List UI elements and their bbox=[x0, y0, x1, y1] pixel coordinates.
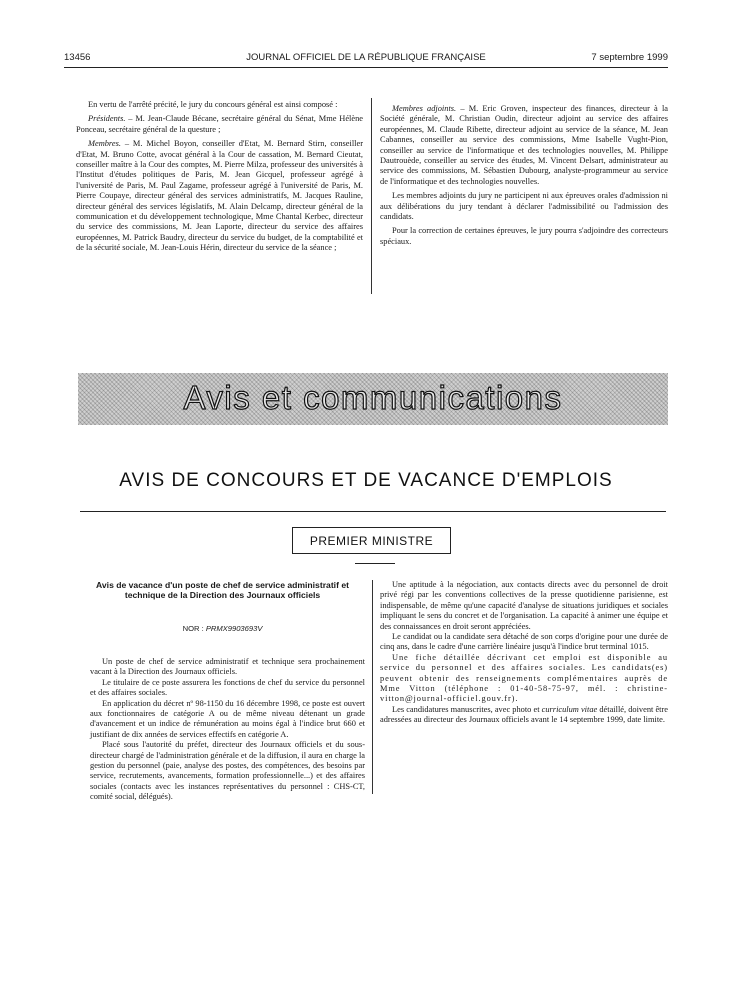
deputy-members-label: Membres adjoints. bbox=[392, 104, 457, 113]
banner-text: Avis et communications bbox=[183, 379, 563, 416]
deadline-text-end: détaillé, doivent être adressées au directeur des Journaux officiels avant le 14 septembre 1999, date limite. bbox=[380, 704, 668, 725]
section-title: AVIS DE CONCOURS ET DE VACANCE D'EMPLOIS bbox=[119, 470, 613, 491]
notice-paragraph bbox=[380, 705, 668, 726]
column-divider bbox=[371, 98, 372, 294]
notice-paragraph: Une aptitude à la négociation, aux contacts directs avec du personnel de droit privé régi par les conventions collectives de la presse quotidienne parisienne, est indispensable, de même qu'une capacité d'analyse de situations juridiques et sociales impliquant le sens du concret et de l'organisation. La capacité à animer une équipe et des connaissances en droit seront appréciées. bbox=[380, 580, 668, 631]
jury-presidents bbox=[76, 114, 363, 135]
jury-correction-note: Pour la correction de certaines épreuves, le jury pourra s'adjoindre des correcteurs spéciaux. bbox=[380, 226, 668, 246]
notice-paragraph: Le titulaire de ce poste assurera les fonctions de chef du service du personnel et des affaires sociales. bbox=[90, 677, 365, 698]
deadline-text-start: Les candidatures manuscrites, avec photo et bbox=[392, 704, 542, 714]
column-divider bbox=[372, 580, 373, 794]
issue-date: 7 septembre 1999 bbox=[591, 52, 668, 63]
jury-intro: En vertu de l'arrêté précité, le jury du concours général est ainsi composé : bbox=[88, 100, 338, 109]
header-rule bbox=[64, 67, 668, 68]
presidents-label: Présidents. bbox=[88, 114, 126, 124]
cv-term: curriculum vitae bbox=[541, 704, 598, 714]
notice-paragraph: Le candidat ou la candidate sera détaché de son corps d'origine pour une durée de cinq ans, dans le cadre d'une carrière linéaire jusqu'à l'indice brut terminal 1015. bbox=[380, 632, 668, 652]
notice-paragraph: Une fiche détaillée décrivant cet emploi est disponible au service du personnel et des affaires sociales. Les candidats(es) peuvent obtenir des renseignements complémentaires auprès de Mme Vitton (téléphone : 01-40-58-75-97, mél. : christine-vitton@journal-officiel.gouv.fr). bbox=[380, 652, 668, 704]
jury-members bbox=[76, 139, 363, 253]
jury-deputy-note: Les membres adjoints du jury ne participent ni aux épreuves orales d'admission ni aux délibérations du jury tendant à déclarer l'admissibilité ou l'admission des candidats. bbox=[380, 191, 668, 222]
ministry-rule bbox=[355, 563, 395, 564]
members-text: – M. Michel Boyon, conseiller d'Etat, M. Bernard Stirn, conseiller d'Etat, M. Bruno Cotte, avocat général à la Cour de cassation, M. Bernard Cieutat, conseiller maître à la Cour des comptes, M. Pierre Milza, professeur des universités à l'Institut d'études politiques de Paris, M. Jean Gicquel, professeur agrégé à l'université de Paris, M. Paul Zagame, professeur agrégé à l'université de Paris, M. Pierre Coupaye, directeur général des services administratifs, M. Jacques Rauline, directeur général des services législatifs, M. Alain Delcamp, directeur général de la communication et du développement technologique, Mme Chantal Kerbec, directeur du service des commissions, M. Jean Laporte, directeur du service des affaires européennes, M. Patrick Baudry, directeur du service du budget, de la comptabilité et de la sécurité sociale, M. Jean-Louis Hérin, directeur du service de la séance ; bbox=[76, 139, 363, 253]
deputy-members-text: – M. Eric Groven, inspecteur des finances, directeur à la Société générale, M. Christian Oudin, directeur adjoint au service des affaires européennes, M. Claude Ribette, directeur adjoint au service de la séance, M. Jean Cabannes, conseiller au service des commissions, Mme Isabelle Vught-Pion, conseiller au service de l'informatique et des technologies nouvelles, M. Philippe Dautrouède, conseiller au service des études, M. Vincent Delsart, administrateur au service des commissions, M. Sébastien Dubourg, analyste-programmeur au service de l'informatique et des technologies nouvelles. bbox=[380, 104, 669, 186]
notice-paragraph: Un poste de chef de service administratif et technique sera prochainement vacant à la Direction des Journaux officiels. bbox=[90, 657, 365, 677]
ministry-label: PREMIER MINISTRE bbox=[309, 533, 434, 548]
journal-title: JOURNAL OFFICIEL DE LA RÉPUBLIQUE FRANÇAISE bbox=[246, 52, 486, 63]
jury-deputy-members bbox=[380, 104, 668, 187]
nor-code: PRMX9903693V bbox=[205, 624, 263, 633]
jury-column-left bbox=[76, 100, 363, 254]
notice-column-left bbox=[90, 657, 365, 803]
section-banner bbox=[78, 373, 668, 425]
notice-paragraph: Placé sous l'autorité du préfet, directeur des Journaux officiels et du sous-directeur chargé de l'administration générale et de la diffusion, il aura en charge la gestion du personnel (paie, analyse des postes, des compétences, des besoins par service, recrutements, avancements, formation professionnelle...) et des affaires sociales (contacts avec les instances représentatives du personnel : CHS-CT, comité social, délégués). bbox=[90, 740, 365, 802]
notice-title: Avis de vacance d'un poste de chef de service administratif et technique de la Direction des Journaux officiels bbox=[96, 580, 349, 600]
page-number: 13456 bbox=[64, 52, 91, 63]
notice-column-right bbox=[380, 580, 668, 726]
presidents-text: – M. Jean-Claude Bécane, secrétaire général du Sénat, Mme Hélène Ponceau, secrétaire général de la questure ; bbox=[76, 114, 363, 134]
nor-reference bbox=[90, 624, 355, 633]
page-header bbox=[64, 52, 668, 66]
members-label: Membres. bbox=[88, 139, 121, 149]
ministry-box bbox=[292, 527, 451, 554]
nor-label: NOR : bbox=[182, 624, 206, 633]
notice-paragraph: En application du décret nº 98-1150 du 16 décembre 1998, ce poste est ouvert aux fonctionnaires de catégorie A ou de même niveau détenant un grade d'avancement et un indice de rémunération au moins égal à l'indice brut 660 et justifiant de dix années de services effectifs en catégorie A. bbox=[90, 698, 365, 739]
jury-column-right bbox=[380, 100, 668, 247]
section-rule bbox=[80, 511, 666, 512]
